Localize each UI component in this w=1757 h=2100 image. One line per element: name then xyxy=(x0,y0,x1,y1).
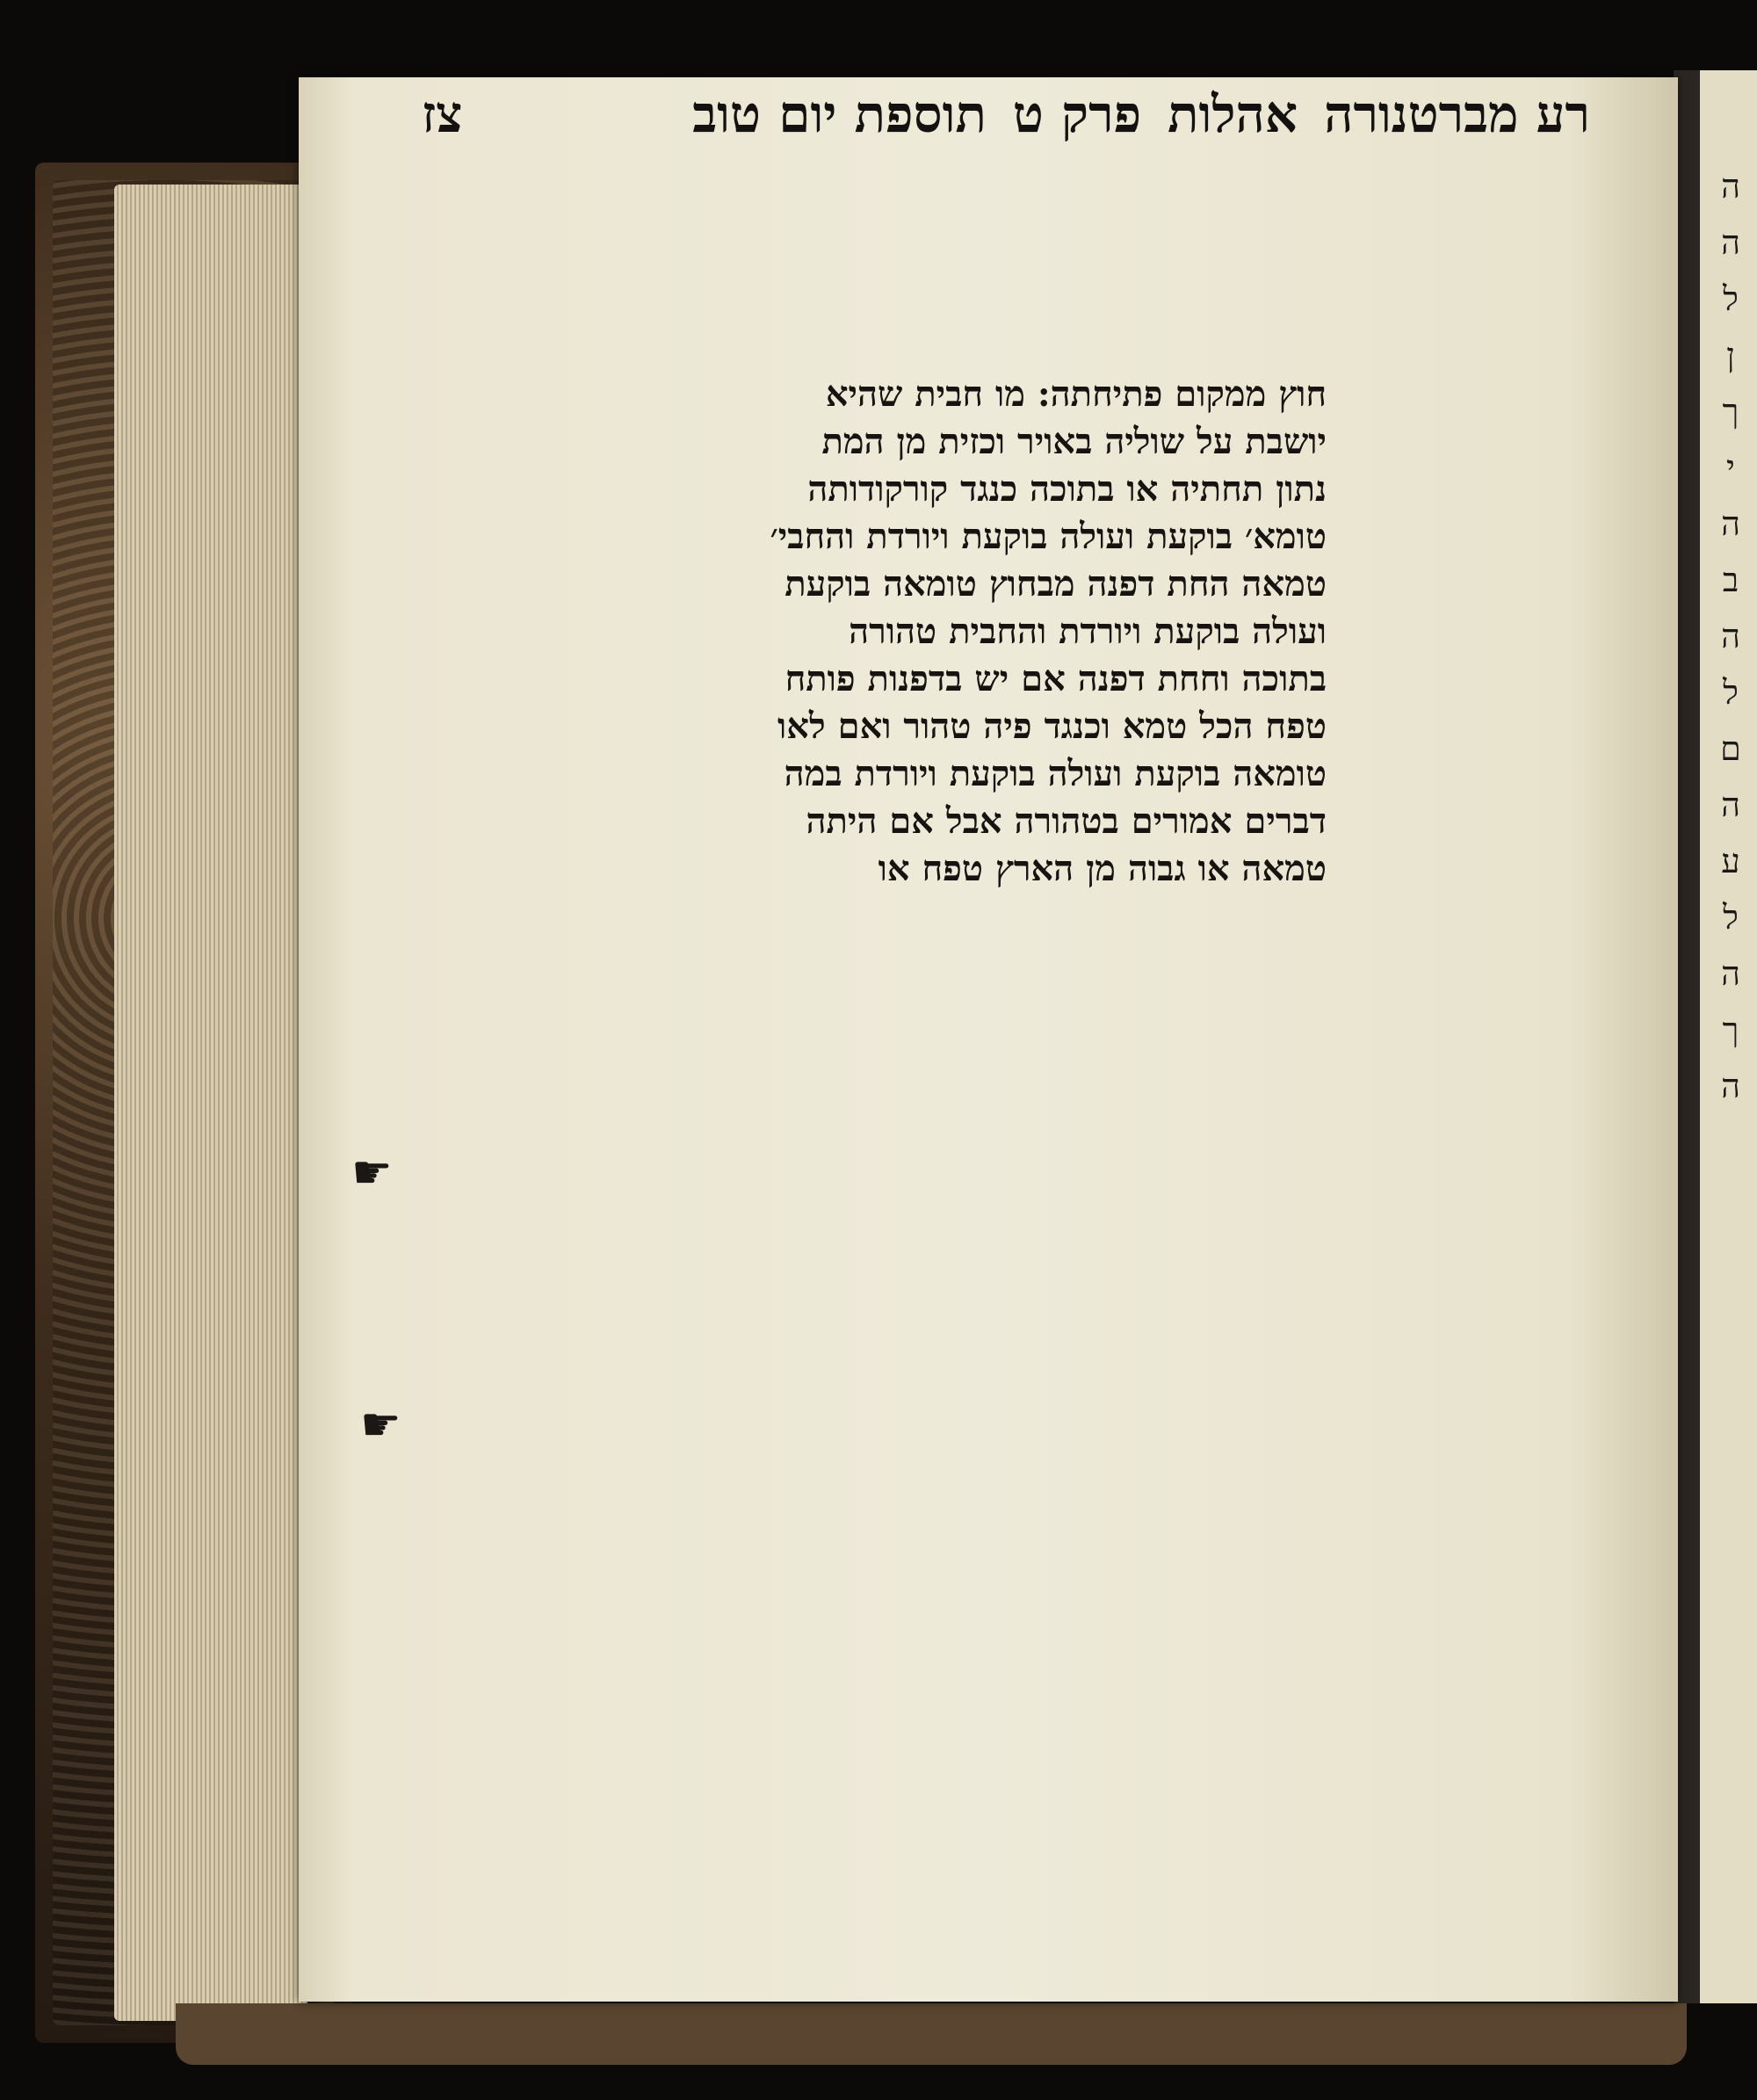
pointing-hand-icon: ☛ xyxy=(360,1399,401,1452)
facing-page-text: ה ה ל ן ך י ה ב ה ל ם ה ע ל ה ך ה xyxy=(1720,167,1741,1105)
header-left-text: רע מברטנורה xyxy=(1324,84,1590,144)
facing-page xyxy=(1700,70,1757,2003)
page-edges xyxy=(114,185,307,2021)
book-bottom-edge xyxy=(176,2003,1687,2065)
mishnah-text: חוץ ממקום פתיחתה: מו חבית שהיא יושבת על שוליה באויר וכזית מן המת נתון תחתיה או בתוכה כנגד קורקודותה טומא׳ בוקעת ועולה בוקעת ויורדת והחבי׳ טמאה החת דפנה מבחוץ טומאה בוקעת ועולה בוקעת ויורדת והחבית טהורה בתוכה וחחת דפנה אם יש בדפנות פותח טפח הכל טמא וכנגד פיה טהור ואם לאו טומאה בוקעת ועולה בוקעת ויורדת במה דברים אמורים בטהורה אבל אם היתה טמאה או גבוה מן הארץ טפח או xyxy=(770,373,1327,889)
running-header xyxy=(422,79,1590,149)
header-right-text: תוספת יום טוב xyxy=(692,84,987,144)
header-tractate: אהלות xyxy=(1168,84,1298,144)
folio-number: צז xyxy=(422,84,463,144)
header-chapter: פרק ט xyxy=(1012,84,1142,144)
book-page xyxy=(299,77,1678,2002)
pointing-hand-icon: ☛ xyxy=(351,1147,393,1199)
